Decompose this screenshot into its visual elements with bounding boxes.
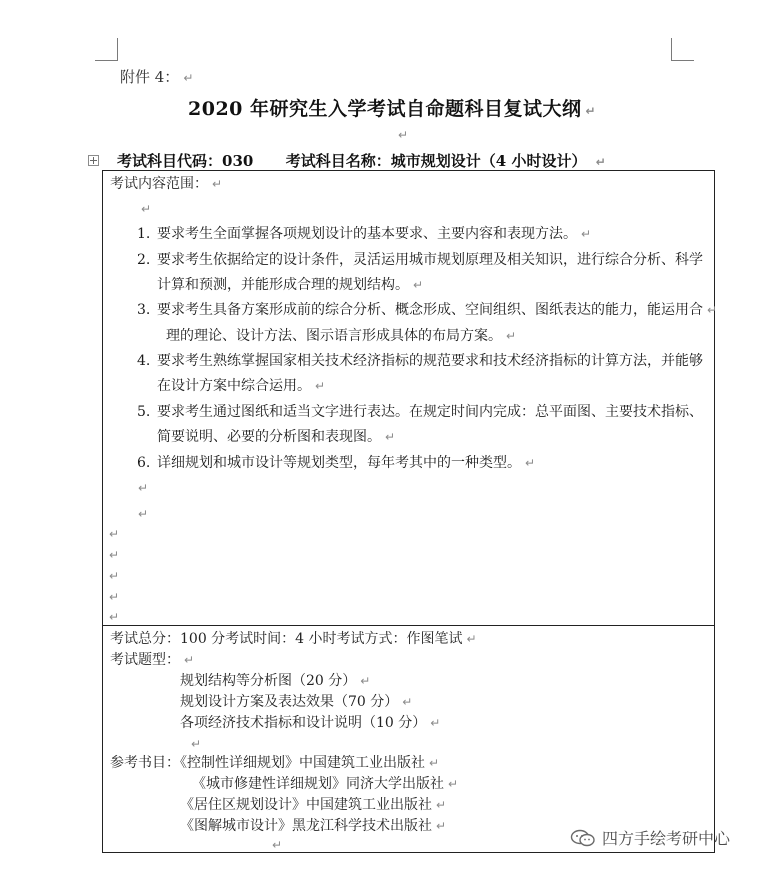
list-item-continuation: 简要说明、必要的分析图和表现图。 ↵ xyxy=(157,429,396,445)
empty-paragraph xyxy=(105,606,119,625)
page-corner-marker-top-right xyxy=(671,38,694,61)
list-item: 3. 要求考生具备方案形成前的综合分析、概念形成、空间组织、图纸表达的能力，能运用合 ↵ xyxy=(137,302,718,318)
paragraph-mark-icon: ↵ xyxy=(141,202,152,216)
page-title: 2020 年研究生入学考试自命题科目复试大纲 ↵ xyxy=(188,98,597,120)
table-row-divider xyxy=(102,625,715,626)
question-type-item: 各项经济技术指标和设计说明（10 分） ↵ xyxy=(180,715,441,731)
question-types-label: 考试题型： ↵ xyxy=(110,652,195,668)
empty-paragraph xyxy=(105,565,119,584)
paragraph-mark-icon: ↵ xyxy=(413,278,424,292)
paragraph-mark-icon: ↵ xyxy=(272,838,283,852)
empty-paragraph xyxy=(105,544,119,563)
paragraph-mark-icon: ↵ xyxy=(109,590,120,604)
table-move-handle-icon[interactable] xyxy=(88,155,99,166)
paragraph-mark-icon: ↵ xyxy=(595,155,606,169)
watermark xyxy=(570,826,730,849)
empty-paragraph xyxy=(137,198,151,217)
paragraph-mark-icon: ↵ xyxy=(585,104,597,118)
paragraph-mark-icon: ↵ xyxy=(315,379,326,393)
paragraph-mark-icon: ↵ xyxy=(398,128,409,142)
subject-info-row xyxy=(117,150,606,171)
paragraph-mark-icon: ↵ xyxy=(506,329,517,343)
paragraph-mark-icon: ↵ xyxy=(109,527,120,541)
paragraph-mark-icon: ↵ xyxy=(138,481,149,495)
paragraph-mark-icon: ↵ xyxy=(436,798,447,812)
paragraph-mark-icon: ↵ xyxy=(109,610,120,624)
paragraph-mark-icon: ↵ xyxy=(402,695,413,709)
empty-paragraph xyxy=(394,128,408,143)
subject-name: 考试科目名称：城市规划设计（4 小时设计） xyxy=(285,152,587,170)
paragraph-mark-icon: ↵ xyxy=(385,430,396,444)
content-scope-heading: 考试内容范围： ↵ xyxy=(110,176,223,192)
paragraph-mark-icon: ↵ xyxy=(581,227,592,241)
empty-paragraph xyxy=(105,586,119,605)
question-type-item: 规划设计方案及表达效果（70 分） ↵ xyxy=(180,694,413,710)
list-item: 2. 要求考生依据给定的设计条件，灵活运用城市规划原理及相关知识，进行综合分析、科学 xyxy=(137,252,703,268)
list-item: 6. 详细规划和城市设计等规划类型，每年考其中的一种类型。 ↵ xyxy=(137,455,536,471)
list-item: 1. 要求考生全面掌握各项规划设计的基本要求、主要内容和表现方法。 ↵ xyxy=(137,226,592,242)
paragraph-mark-icon: ↵ xyxy=(360,674,371,688)
watermark-text: 四方手绘考研中心 xyxy=(602,829,731,848)
paragraph-mark-icon: ↵ xyxy=(191,737,202,751)
paragraph-mark-icon: ↵ xyxy=(466,632,477,646)
list-item-continuation: 在设计方案中综合运用。 ↵ xyxy=(157,378,326,394)
list-item-continuation: 理的理论、设计方法、图示语言形成具体的布局方案。 ↵ xyxy=(166,328,517,344)
paragraph-mark-icon: ↵ xyxy=(109,548,120,562)
paragraph-mark-icon: ↵ xyxy=(707,303,718,317)
attachment-label: 附件 4： ↵ xyxy=(120,68,194,86)
empty-paragraph xyxy=(268,834,282,853)
reference-item: 《城市修建性详细规划》同济大学出版社 ↵ xyxy=(192,776,459,792)
reference-item: 《图解城市设计》黑龙江科学技术出版社 ↵ xyxy=(180,818,447,834)
list-item-continuation: 计算和预测，并能形成合理的规划结构。 ↵ xyxy=(157,277,424,293)
subject-code: 考试科目代码：030 xyxy=(117,152,254,170)
paragraph-mark-icon: ↵ xyxy=(448,777,459,791)
paragraph-mark-icon: ↵ xyxy=(525,456,536,470)
paragraph-mark-icon: ↵ xyxy=(212,177,223,191)
reference-item: 《居住区规划设计》中国建筑工业出版社 ↵ xyxy=(180,797,447,813)
paragraph-mark-icon: ↵ xyxy=(430,716,441,730)
paragraph-mark-icon: ↵ xyxy=(183,71,194,85)
empty-paragraph xyxy=(105,523,119,542)
page-corner-marker-top-left xyxy=(95,38,118,61)
exam-summary: 考试总分：100 分考试时间：4 小时考试方式：作图笔试 ↵ xyxy=(110,631,477,647)
paragraph-mark-icon: ↵ xyxy=(429,756,440,770)
list-item: 5. 要求考生通过图纸和适当文字进行表达。在规定时间内完成：总平面图、主要技术指标、 xyxy=(137,404,703,420)
list-item: 4. 要求考生熟练掌握国家相关技术经济指标的规范要求和技术经济指标的计算方法，并能够 xyxy=(137,353,703,369)
empty-paragraph xyxy=(187,733,201,752)
question-type-item: 规划结构等分析图（20 分） ↵ xyxy=(180,673,371,689)
wechat-logo-icon xyxy=(570,829,596,847)
references-label: 参考书目： xyxy=(110,755,180,771)
empty-paragraph xyxy=(134,503,148,522)
paragraph-mark-icon: ↵ xyxy=(138,507,149,521)
paragraph-mark-icon: ↵ xyxy=(436,819,447,833)
paragraph-mark-icon: ↵ xyxy=(109,569,120,583)
reference-item: 参考书目：《控制性详细规划》中国建筑工业出版社 ↵ xyxy=(110,755,440,771)
empty-paragraph xyxy=(134,477,148,496)
paragraph-mark-icon: ↵ xyxy=(184,653,195,667)
